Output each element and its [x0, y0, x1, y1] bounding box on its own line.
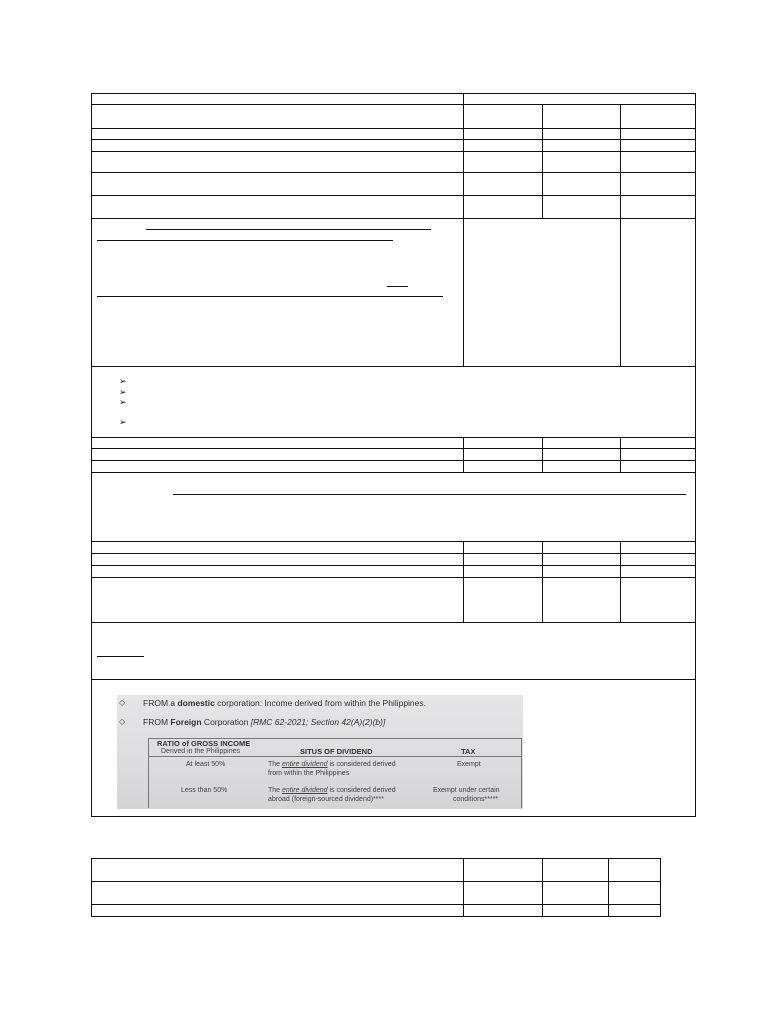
diamond-bullet-icon: ◇: [119, 698, 126, 707]
ratio-subheader: Derived in the Philippines: [161, 748, 240, 755]
underline-stroke: [97, 296, 443, 297]
arrow-bullet-icon: ➢: [119, 376, 127, 386]
row-divider: [91, 472, 696, 473]
foreign-line: FROM Foreign Corporation [RMC 62-2021; Section 42(A)(2)(b)]: [143, 717, 386, 727]
ratio-cell: Less than 50%: [181, 787, 228, 794]
underline-stroke: [97, 240, 393, 241]
column-divider: [608, 858, 609, 917]
bottom-table-frame: [91, 858, 661, 917]
row-divider: [91, 541, 696, 542]
situs-cell-line2: abroad (foreign-sourced dividend)****: [268, 796, 384, 803]
situs-header: SITUS OF DIVIDEND: [300, 747, 373, 756]
arrow-bullet-icon: ➢: [119, 417, 127, 427]
arrow-bullet-icon: ➢: [119, 387, 127, 397]
domestic-line: FROM a domestic corporation: Income derived from within the Philippines.: [143, 698, 427, 708]
tax-header: TAX: [461, 747, 476, 756]
row-divider: [91, 553, 696, 554]
ratio-header: RATIO of GROSS INCOME: [157, 739, 251, 748]
column-divider: [463, 93, 464, 366]
underline-stroke: [97, 656, 144, 657]
situs-cell: The entire dividend is considered derived: [268, 761, 396, 768]
ratio-table-divider: [148, 756, 522, 757]
dividend-situs-photo: [117, 695, 523, 809]
tax-cell: Exempt under certain: [433, 787, 500, 794]
situs-cell-line2: from within the Philippines: [268, 770, 350, 777]
row-divider: [91, 460, 696, 461]
row-divider: [91, 366, 696, 367]
column-divider: [463, 858, 464, 917]
row-divider: [91, 172, 696, 173]
row-divider: [91, 679, 696, 680]
arrow-bullet-icon: ➢: [119, 397, 127, 407]
row-divider: [91, 139, 696, 140]
diamond-bullet-icon: ◇: [119, 717, 126, 726]
row-divider: [91, 881, 661, 882]
row-divider: [91, 151, 696, 152]
row-divider: [91, 218, 696, 219]
underline-stroke: [387, 286, 408, 287]
underline-stroke: [146, 229, 431, 230]
column-divider: [542, 858, 543, 917]
column-divider: [463, 437, 464, 472]
tax-cell: Exempt: [457, 761, 481, 768]
row-divider: [91, 622, 696, 623]
situs-cell: The entire dividend is considered derived: [268, 787, 396, 794]
column-divider: [542, 437, 543, 472]
column-divider: [542, 104, 543, 218]
underline-stroke: [173, 494, 686, 495]
row-divider: [91, 565, 696, 566]
column-divider: [463, 541, 464, 622]
row-divider: [91, 448, 696, 449]
row-divider: [91, 577, 696, 578]
column-divider: [620, 104, 621, 366]
row-divider: [91, 437, 696, 438]
row-divider: [91, 128, 696, 129]
column-divider: [542, 541, 543, 622]
row-divider: [91, 904, 661, 905]
ratio-cell: At least 50%: [186, 761, 226, 768]
row-divider: [91, 195, 696, 196]
tax-cell-line2: conditions*****: [453, 796, 499, 803]
column-divider: [620, 541, 621, 622]
row-divider: [91, 104, 696, 105]
column-divider: [620, 437, 621, 472]
